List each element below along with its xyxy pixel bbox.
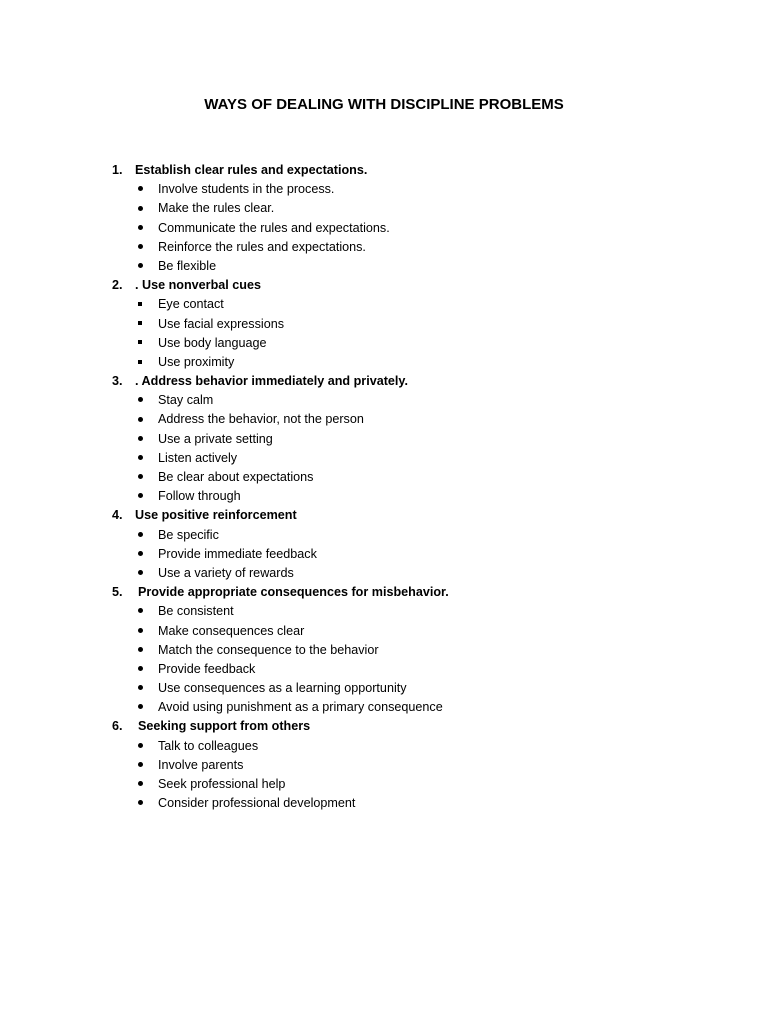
list-item <box>0 775 768 794</box>
list-item-text: Reinforce the rules and expectations. <box>158 239 366 254</box>
list-item-text: Follow through <box>158 489 241 504</box>
list-item <box>0 679 768 698</box>
list-item-text: Make the rules clear. <box>158 201 275 216</box>
list-item-text: Stay calm <box>158 393 214 408</box>
section-number: 6. <box>112 719 123 734</box>
list-item-text: Match the consequence to the behavior <box>158 642 379 657</box>
bullet-dot-icon <box>133 775 147 794</box>
list-item <box>0 449 768 468</box>
bullet-dot-icon <box>133 199 147 218</box>
list-item-text: Be specific <box>158 527 219 542</box>
bullet-dot-icon <box>133 180 147 199</box>
list-item-text: Be consistent <box>158 604 234 619</box>
list-item <box>0 660 768 679</box>
list-item <box>0 199 768 218</box>
list-item-text: Eye contact <box>158 297 224 312</box>
list-item <box>0 410 768 429</box>
section-title: Seeking support from others <box>138 719 311 734</box>
section-heading <box>0 583 768 602</box>
section-number: 2. <box>112 278 123 293</box>
list-item-text: Involve parents <box>158 757 244 772</box>
section-number: 5. <box>112 585 123 600</box>
bullet-dot-icon <box>133 410 147 429</box>
list-item-text: Use proximity <box>158 354 235 369</box>
list-item <box>0 334 768 353</box>
section-heading <box>0 506 768 525</box>
list-item <box>0 430 768 449</box>
list-item <box>0 794 768 813</box>
list-item <box>0 257 768 276</box>
list-item <box>0 391 768 410</box>
list-item-text: Use a variety of rewards <box>158 565 294 580</box>
bullet-dot-icon <box>133 602 147 621</box>
list-item <box>0 487 768 506</box>
list-item-text: Communicate the rules and expectations. <box>158 220 390 235</box>
list-item <box>0 180 768 199</box>
list-item-text: Consider professional development <box>158 796 356 811</box>
bullet-dot-icon <box>133 526 147 545</box>
bullet-dot-icon <box>133 487 147 506</box>
bullet-square-icon <box>133 334 147 353</box>
list-item-text: Involve students in the process. <box>158 182 335 197</box>
document-title: WAYS OF DEALING WITH DISCIPLINE PROBLEMS <box>204 96 564 113</box>
section-heading <box>0 372 768 391</box>
section-number: 4. <box>112 508 123 523</box>
list-item <box>0 622 768 641</box>
bullet-dot-icon <box>133 430 147 449</box>
bullet-dot-icon <box>133 622 147 641</box>
list-item <box>0 564 768 583</box>
section-heading <box>0 717 768 736</box>
list-item-text: Use body language <box>158 335 267 350</box>
list-item <box>0 526 768 545</box>
bullet-dot-icon <box>133 794 147 813</box>
list-item <box>0 468 768 487</box>
list-item <box>0 737 768 756</box>
bullet-dot-icon <box>133 238 147 257</box>
list-item-text: Provide feedback <box>158 661 256 676</box>
section-heading <box>0 276 768 295</box>
list-item-text: Address the behavior, not the person <box>158 412 364 427</box>
bullet-dot-icon <box>133 257 147 276</box>
numbered-list <box>0 161 768 813</box>
bullet-dot-icon <box>133 219 147 238</box>
list-item-text: Seek professional help <box>158 777 286 791</box>
bullet-dot-icon <box>133 391 147 410</box>
section-title: Provide appropriate consequences for misbehavior. <box>138 585 449 600</box>
bullet-square-icon <box>133 295 147 314</box>
list-item-text: Avoid using punishment as a primary consequence <box>158 700 443 715</box>
list-item <box>0 295 768 314</box>
bullet-dot-icon <box>133 698 147 717</box>
list-item-text: Provide immediate feedback <box>158 546 317 561</box>
bullet-dot-icon <box>133 449 147 468</box>
list-item <box>0 641 768 660</box>
bullet-dot-icon <box>133 679 147 698</box>
section-title: Use positive reinforcement <box>135 508 297 523</box>
bullet-dot-icon <box>133 660 147 679</box>
bullet-dot-icon <box>133 756 147 775</box>
list-item <box>0 756 768 775</box>
list-item-text: Make consequences clear <box>158 623 305 638</box>
list-item-text: Talk to colleagues <box>158 738 259 753</box>
list-item <box>0 315 768 334</box>
list-item <box>0 545 768 564</box>
section-number: 3. <box>112 374 123 389</box>
list-item <box>0 219 768 238</box>
list-item-text: Be clear about expectations <box>158 470 314 484</box>
list-item-text: Use consequences as a learning opportunity <box>158 681 407 696</box>
section-number: 1. <box>112 163 123 177</box>
bullet-dot-icon <box>133 737 147 756</box>
section-title: Establish clear rules and expectations. <box>135 163 368 177</box>
list-item <box>0 238 768 257</box>
bullet-dot-icon <box>133 564 147 583</box>
bullet-dot-icon <box>133 545 147 564</box>
section-title: . Address behavior immediately and privately. <box>135 374 408 389</box>
list-item-text: Use a private setting <box>158 431 273 446</box>
list-item <box>0 698 768 717</box>
list-item <box>0 353 768 372</box>
bullet-square-icon <box>133 353 147 372</box>
list-item-text: Listen actively <box>158 450 238 465</box>
list-item <box>0 602 768 621</box>
list-item-text: Use facial expressions <box>158 316 284 331</box>
bullet-square-icon <box>133 315 147 334</box>
section-title: . Use nonverbal cues <box>135 278 261 293</box>
list-item-text: Be flexible <box>158 258 217 273</box>
bullet-dot-icon <box>133 468 147 487</box>
bullet-dot-icon <box>133 641 147 660</box>
section-heading <box>0 161 768 180</box>
